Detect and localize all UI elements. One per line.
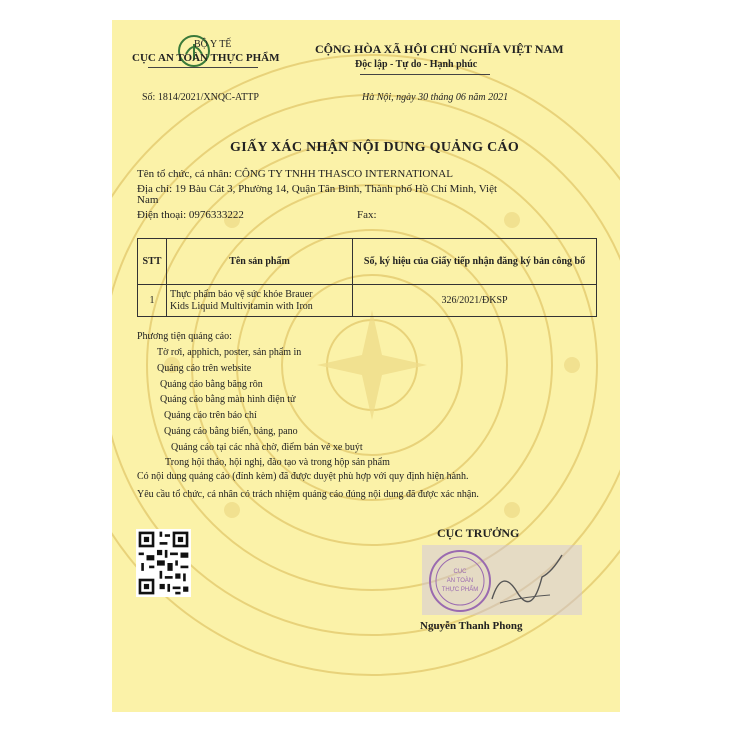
media-item: Tờ rơi, apphich, poster, sản phẩm in bbox=[157, 347, 302, 358]
applicant-address-line2: Nam bbox=[137, 194, 159, 206]
document-number: Số: 1814/2021/XNQC-ATTP bbox=[142, 92, 259, 103]
row-product bbox=[167, 285, 353, 317]
media-item: Quảng cáo tại các nhà chờ, điểm bán vé xe buýt bbox=[171, 442, 363, 453]
col-header-registration: Số, ký hiệu của Giấy tiếp nhận đăng ký bản công bố bbox=[353, 239, 597, 285]
country-name: CỘNG HÒA XÃ HỘI CHỦ NGHĨA VIỆT NAM bbox=[315, 42, 564, 56]
ministry-name: BỘ Y TẾ bbox=[194, 39, 232, 50]
media-item: Quảng cáo trên báo chí bbox=[164, 410, 257, 421]
row-stt: 1 bbox=[138, 285, 167, 317]
applicant-address-line1: Địa chỉ: 19 Bàu Cát 3, Phường 14, Quận Tân Bình, Thành phố Hồ Chí Minh, Việt bbox=[137, 183, 498, 195]
applicant-organization: Tên tổ chức, cá nhân: CÔNG TY TNHH THASCO INTERNATIONAL bbox=[137, 168, 453, 180]
national-motto: Độc lập - Tự do - Hạnh phúc bbox=[355, 59, 478, 70]
media-item: Quảng cáo bằng băng rôn bbox=[160, 379, 263, 390]
product-table bbox=[137, 238, 597, 317]
table-header-row bbox=[138, 239, 597, 285]
motto-underline bbox=[360, 74, 490, 75]
col-header-stt: STT bbox=[138, 239, 167, 285]
product-name-line1: Thực phẩm bảo vệ sức khỏe Brauer bbox=[170, 288, 313, 300]
col-header-product: Tên sản phẩm bbox=[167, 239, 353, 285]
agency-name: CỤC AN TOÀN THỰC PHẨM bbox=[132, 52, 280, 64]
approval-statement: Có nội dung quảng cáo (đính kèm) đã được duyệt phù hợp với quy định hiện hành. bbox=[137, 471, 469, 482]
product-name-line2: Kids Liquid Multivitamin with Iron bbox=[170, 300, 313, 312]
table-row bbox=[138, 285, 597, 317]
qr-code-icon bbox=[136, 529, 191, 597]
stamp-text-line: CỤC bbox=[453, 569, 467, 575]
certificate-document bbox=[112, 20, 620, 712]
request-statement: Yêu cầu tổ chức, cá nhân có trách nhiệm quảng cáo đúng nội dung đã được xác nhận. bbox=[137, 489, 479, 500]
director-title: CỤC TRƯỞNG bbox=[437, 526, 520, 540]
agency-underline bbox=[148, 67, 258, 68]
media-item: Quảng cáo bằng biển, bảng, pano bbox=[164, 426, 298, 437]
document-title: GIẤY XÁC NHẬN NỘI DUNG QUẢNG CÁO bbox=[230, 140, 520, 155]
media-item: Trong hội thảo, hội nghị, đào tạo và trong hộp sản phẩm bbox=[165, 457, 390, 468]
official-stamp-and-signature bbox=[422, 537, 582, 619]
media-item: Quảng cáo bằng màn hình điện tử bbox=[160, 394, 296, 405]
media-label: Phương tiện quảng cáo: bbox=[137, 331, 232, 342]
director-name: Nguyễn Thanh Phong bbox=[420, 620, 523, 632]
place-and-date: Hà Nội, ngày 30 tháng 06 năm 2021 bbox=[362, 92, 509, 103]
media-item: Quảng cáo trên website bbox=[157, 363, 252, 374]
row-registration-code: 326/2021/ĐKSP bbox=[353, 285, 597, 317]
stamp-text-line: AN TOÀN bbox=[446, 578, 474, 584]
stamp-text-line: THỰC PHẨM bbox=[441, 587, 479, 593]
applicant-fax: Fax: bbox=[357, 209, 377, 221]
applicant-phone: Điện thoại: 0976333222 bbox=[137, 209, 244, 221]
